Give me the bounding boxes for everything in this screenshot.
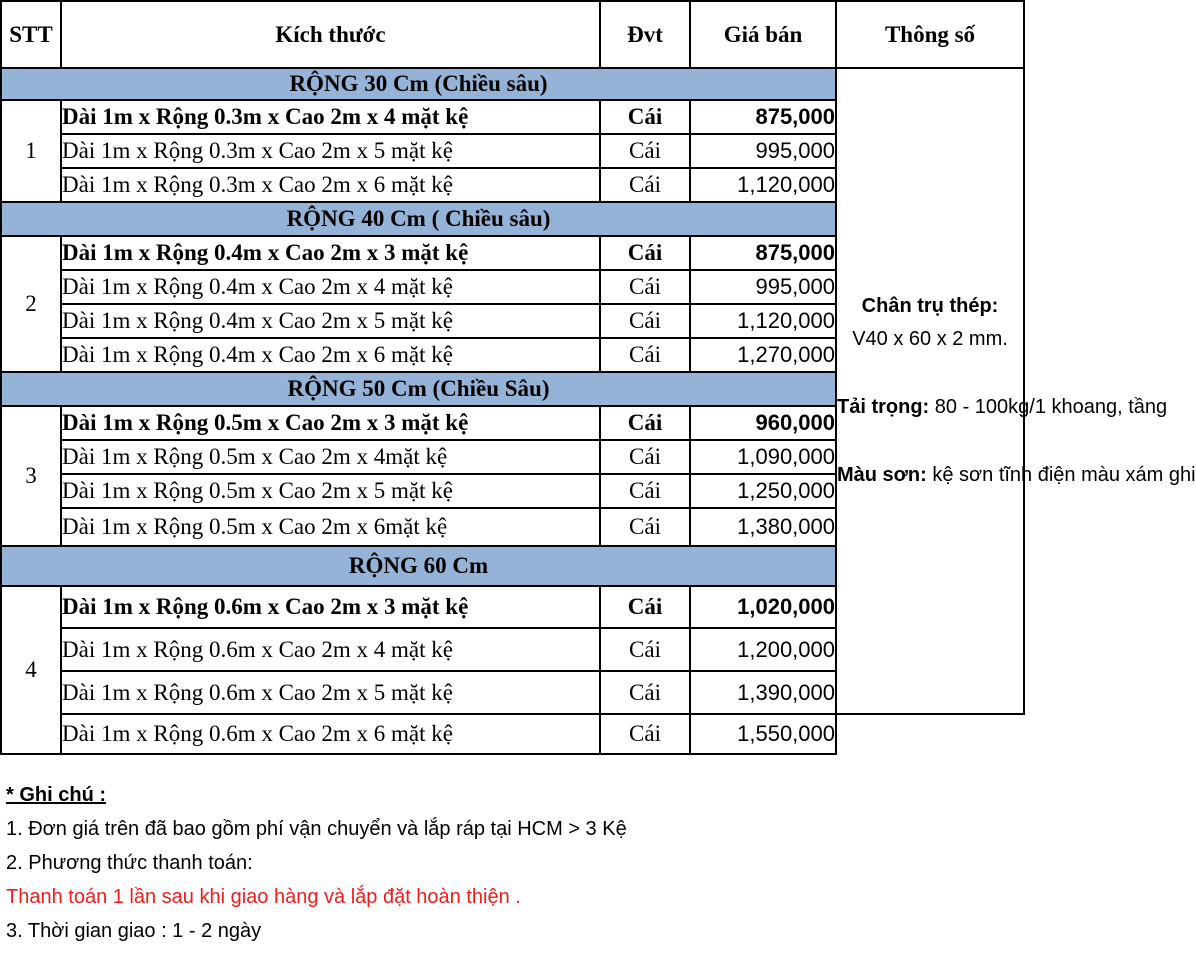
unit-cell: Cái bbox=[600, 406, 690, 440]
price-cell: 875,000 bbox=[690, 236, 836, 270]
price-cell: 1,550,000 bbox=[690, 714, 836, 754]
note-line: 2. Phương thức thanh toán: bbox=[6, 852, 253, 874]
unit-cell: Cái bbox=[600, 134, 690, 168]
note-line: 1. Đơn giá trên đã bao gồm phí vận chuyển và lắp ráp tại HCM > 3 Kệ bbox=[6, 818, 627, 840]
header-stt: STT bbox=[1, 1, 61, 68]
size-cell: Dài 1m x Rộng 0.3m x Cao 2m x 5 mặt kệ bbox=[61, 134, 600, 168]
note-line: 3. Thời gian giao : 1 - 2 ngày bbox=[6, 920, 262, 942]
size-cell: Dài 1m x Rộng 0.5m x Cao 2m x 6mặt kệ bbox=[61, 508, 600, 546]
unit-cell: Cái bbox=[600, 586, 690, 628]
price-cell: 1,380,000 bbox=[690, 508, 836, 546]
price-cell: 1,120,000 bbox=[690, 304, 836, 338]
unit-cell: Cái bbox=[600, 168, 690, 202]
header-price: Giá bán bbox=[690, 1, 836, 68]
section-title: RỘNG 40 Cm ( Chiều sâu) bbox=[1, 202, 836, 236]
price-cell: 1,250,000 bbox=[690, 474, 836, 508]
note-line-highlight: Thanh toán 1 lần sau khi giao hàng và lắp đặt hoàn thiện . bbox=[6, 886, 521, 908]
size-cell: Dài 1m x Rộng 0.6m x Cao 2m x 6 mặt kệ bbox=[61, 714, 600, 754]
spec-paint bbox=[837, 459, 1196, 492]
price-cell: 1,270,000 bbox=[690, 338, 836, 372]
header-row bbox=[1, 1, 1024, 68]
specs-cell bbox=[836, 68, 1196, 714]
table-row bbox=[1, 714, 1024, 754]
size-cell: Dài 1m x Rộng 0.5m x Cao 2m x 5 mặt kệ bbox=[61, 474, 600, 508]
notes-section bbox=[6, 778, 627, 948]
size-cell: Dài 1m x Rộng 0.4m x Cao 2m x 5 mặt kệ bbox=[61, 304, 600, 338]
price-cell: 875,000 bbox=[690, 100, 836, 134]
price-cell: 1,200,000 bbox=[690, 628, 836, 671]
spec-load bbox=[837, 391, 1168, 424]
unit-cell: Cái bbox=[600, 440, 690, 474]
stt-cell: 3 bbox=[1, 406, 61, 546]
size-cell: Dài 1m x Rộng 0.6m x Cao 2m x 4 mặt kệ bbox=[61, 628, 600, 671]
price-cell: 1,390,000 bbox=[690, 671, 836, 714]
size-cell: Dài 1m x Rộng 0.4m x Cao 2m x 3 mặt kệ bbox=[61, 236, 600, 270]
spec-frame-label: Chân trụ thép: bbox=[861, 295, 999, 317]
size-cell: Dài 1m x Rộng 0.5m x Cao 2m x 4mặt kệ bbox=[61, 440, 600, 474]
spec-paint-value: kệ sơn tĩnh điện màu xám ghi bbox=[926, 464, 1196, 486]
header-unit: Đvt bbox=[600, 1, 690, 68]
section-title: RỘNG 60 Cm bbox=[1, 546, 836, 586]
price-cell: 1,020,000 bbox=[690, 586, 836, 628]
notes-title: * Ghi chú : bbox=[6, 784, 106, 806]
section-title: RỘNG 30 Cm (Chiều sâu) bbox=[1, 68, 836, 100]
unit-cell: Cái bbox=[600, 304, 690, 338]
unit-cell: Cái bbox=[600, 338, 690, 372]
unit-cell: Cái bbox=[600, 270, 690, 304]
spec-frame-value: V40 x 60 x 2 mm. bbox=[852, 328, 1008, 350]
size-cell: Dài 1m x Rộng 0.4m x Cao 2m x 6 mặt kệ bbox=[61, 338, 600, 372]
spec-load-value: 80 - 100kg/1 khoang, tầng bbox=[929, 396, 1168, 418]
unit-cell: Cái bbox=[600, 100, 690, 134]
section-title: RỘNG 50 Cm (Chiều Sâu) bbox=[1, 372, 836, 406]
unit-cell: Cái bbox=[600, 236, 690, 270]
spec-paint-label: Màu sơn: bbox=[837, 464, 927, 486]
spec-frame bbox=[837, 290, 1023, 356]
price-cell: 1,090,000 bbox=[690, 440, 836, 474]
size-cell: Dài 1m x Rộng 0.6m x Cao 2m x 5 mặt kệ bbox=[61, 671, 600, 714]
stt-cell: 4 bbox=[1, 586, 61, 754]
price-cell: 995,000 bbox=[690, 270, 836, 304]
header-specs: Thông số bbox=[836, 1, 1024, 68]
unit-cell: Cái bbox=[600, 671, 690, 714]
price-cell: 1,120,000 bbox=[690, 168, 836, 202]
size-cell: Dài 1m x Rộng 0.3m x Cao 2m x 6 mặt kệ bbox=[61, 168, 600, 202]
stt-cell: 2 bbox=[1, 236, 61, 372]
price-cell: 995,000 bbox=[690, 134, 836, 168]
header-size: Kích thước bbox=[61, 1, 600, 68]
unit-cell: Cái bbox=[600, 474, 690, 508]
size-cell: Dài 1m x Rộng 0.3m x Cao 2m x 4 mặt kệ bbox=[61, 100, 600, 134]
unit-cell: Cái bbox=[600, 714, 690, 754]
size-cell: Dài 1m x Rộng 0.5m x Cao 2m x 3 mặt kệ bbox=[61, 406, 600, 440]
size-cell: Dài 1m x Rộng 0.6m x Cao 2m x 3 mặt kệ bbox=[61, 586, 600, 628]
spec-load-label: Tải trọng: bbox=[837, 396, 930, 418]
unit-cell: Cái bbox=[600, 508, 690, 546]
section-header-row bbox=[1, 68, 1024, 100]
size-cell: Dài 1m x Rộng 0.4m x Cao 2m x 4 mặt kệ bbox=[61, 270, 600, 304]
unit-cell: Cái bbox=[600, 628, 690, 671]
stt-cell: 1 bbox=[1, 100, 61, 202]
price-cell: 960,000 bbox=[690, 406, 836, 440]
